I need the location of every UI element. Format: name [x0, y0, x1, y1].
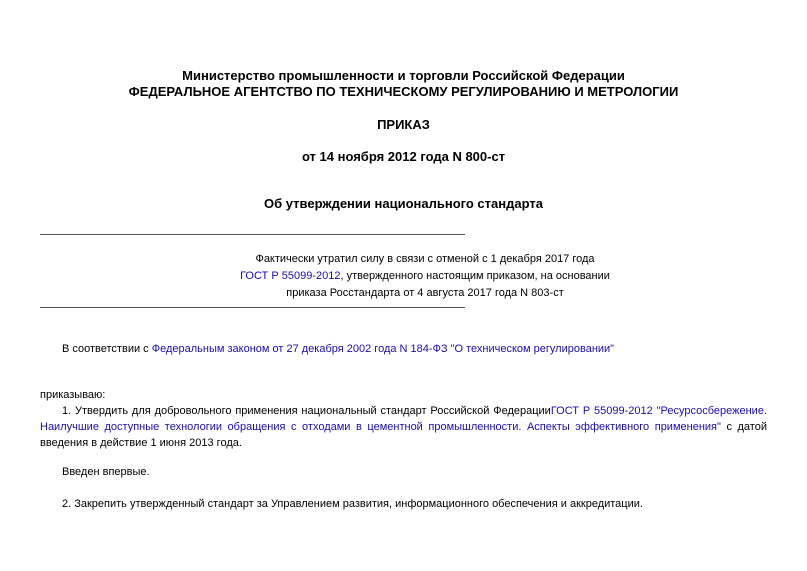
document-type: ПРИКАЗ	[377, 117, 430, 132]
federal-law-link[interactable]: Федеральным законом от 27 декабря 2002 года N 184-ФЗ "О техническом регулировании"	[151, 343, 615, 355]
item1-prefix: 1. Утвердить для добровольного применения национальный стандарт Российской Федерации	[62, 405, 551, 417]
order-item-1	[40, 403, 767, 451]
ministry-name: Министерство промышленности и торговли Российской Федерации	[182, 68, 625, 83]
status-bottom-divider	[40, 307, 465, 308]
item1-suffix: с датой введения в действие 1 июня 2013 года.	[40, 421, 767, 449]
introduced-note: Введен впервые.	[62, 466, 150, 478]
status-note-line1: Фактически утратил силу в связи с отменой с 1 декабря 2017 года	[255, 253, 595, 265]
document-subject: Об утверждении национального стандарта	[264, 196, 543, 211]
status-top-divider	[40, 234, 465, 235]
order-word: приказываю:	[40, 389, 106, 401]
status-note-line3: приказа Росстандарта от 4 августа 2017 года N 803-ст	[286, 287, 564, 299]
gost-link[interactable]: ГОСТ Р 55099-2012	[240, 270, 341, 282]
preamble	[62, 341, 782, 357]
agency-name: ФЕДЕРАЛЬНОЕ АГЕНТСТВО ПО ТЕХНИЧЕСКОМУ РЕГУЛИРОВАНИЮ И МЕТРОЛОГИИ	[128, 84, 679, 99]
status-note-line2-text: , утвержденного настоящим приказом, на основании	[340, 270, 610, 282]
document-date: от 14 ноября 2012 года N 800-ст	[301, 149, 506, 164]
preamble-prefix: В соответствии с	[62, 343, 152, 355]
status-note	[40, 251, 807, 302]
standard-link[interactable]: ГОСТ Р 55099-2012 "Ресурсосбережение. Наилучшие доступные технологии обращения с отходами в цементной промышленности. Аспекты эффективного применения"	[40, 405, 767, 433]
status-note-line2	[40, 268, 807, 285]
order-item-2: 2. Закрепить утвержденный стандарт за Управлением развития, информационного обеспечения и аккредитации.	[62, 498, 643, 510]
